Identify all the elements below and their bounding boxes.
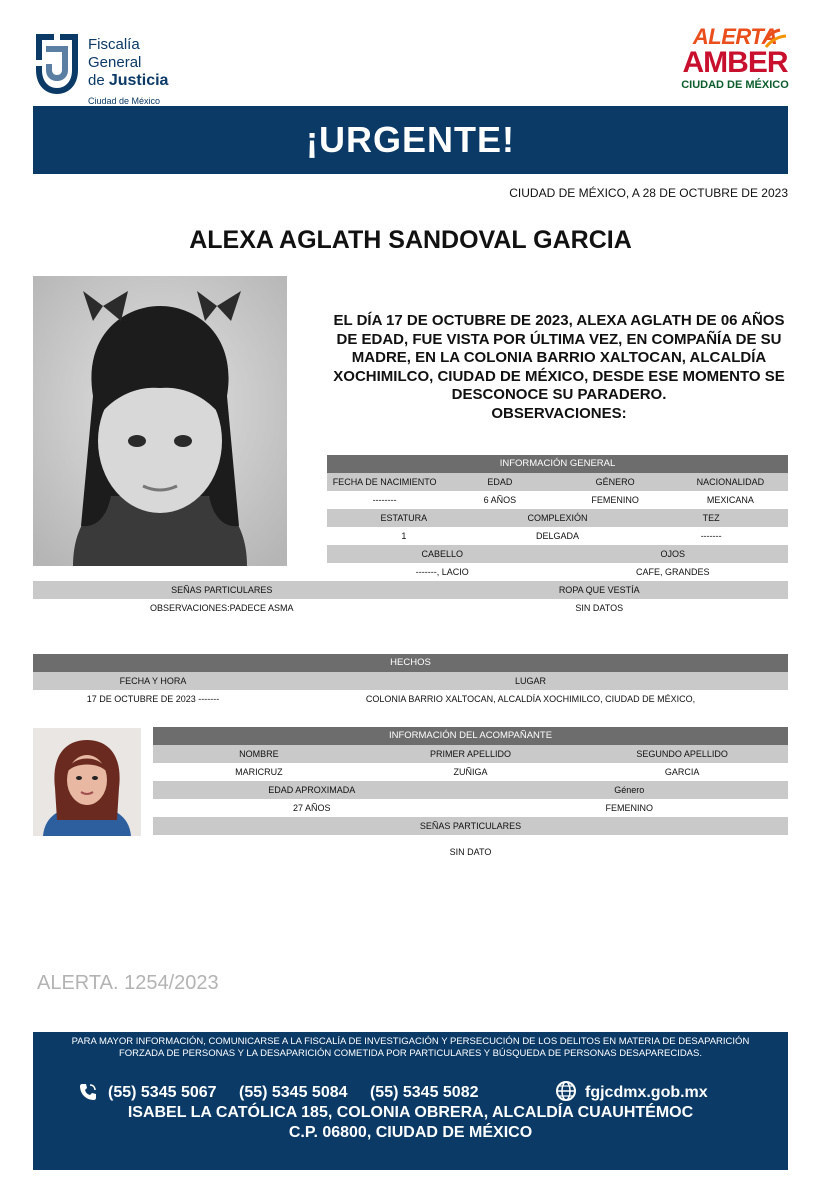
build-value: DELGADA [536, 531, 580, 541]
marks-value: OBSERVACIONES:PADECE ASMA [149, 603, 294, 613]
missing-child-photo [33, 276, 287, 566]
companion-values-2 [153, 799, 788, 817]
fgj-line-3-prefix: de [88, 72, 109, 89]
height-header: ESTATURA [380, 513, 428, 523]
marks-header: SEÑAS PARTICULARES [171, 585, 273, 595]
general-info-table [327, 455, 788, 581]
birthdate-header: FECHA DE NACIMIENTO [332, 477, 437, 487]
gender-header: GÉNERO [595, 477, 635, 487]
footer-website[interactable]: fgjcdmx.gob.mx [585, 1084, 708, 1101]
footer-phones [108, 1084, 497, 1102]
companion-photo [33, 728, 141, 836]
fgj-logo-text [88, 36, 168, 108]
facts-table [33, 654, 788, 708]
companion-values-1 [153, 763, 788, 781]
nationality-header: NACIONALIDAD [696, 477, 765, 487]
general-info-headers-3 [327, 545, 788, 563]
amber-line-3: CIUDAD DE MÉXICO [681, 79, 789, 91]
facts-title: HECHOS [33, 654, 788, 672]
facts-headers [33, 672, 788, 690]
gender-value: FEMENINO [591, 495, 639, 505]
companion-marks-header-row [153, 817, 788, 835]
phone-2[interactable]: (55) 5345 5084 [238, 1084, 348, 1101]
eyes-header: OJOS [660, 549, 685, 559]
age-header: EDAD [487, 477, 513, 487]
hair-value: -------, LACIO [415, 567, 469, 577]
observations-label: OBSERVACIONES: [491, 404, 627, 422]
fgj-logo [32, 30, 172, 106]
companion-marks-header: SEÑAS PARTICULARES [419, 821, 522, 831]
clothing-value: SIN DATOS [575, 603, 624, 613]
companion-marks-value-row [153, 843, 788, 861]
globe-icon [555, 1080, 577, 1102]
fgj-logo-icon [32, 30, 82, 98]
eyes-value: CAFE, GRANDES [635, 567, 710, 577]
complexion-header: TEZ [702, 513, 720, 523]
clothing-header: ROPA QUE VESTÍA [558, 585, 640, 595]
companion-title: INFORMACIÓN DEL ACOMPAÑANTE [153, 727, 788, 745]
description-text: EL DÍA 17 DE OCTUBRE DE 2023, ALEXA AGLATH DE 06 AÑOS DE EDAD, FUE VISTA POR ÚLTIMA VEZ, EN COMPAÑÍA DE SU MADRE, EN LA COLONIA BARRIO XALTOCAN, ALCALDÍA XOCHIMILCO, CIUDAD DE MÉXICO, DESDE ESE MOMENTO SE DESCONOCE SU PARADERO. [333, 312, 785, 403]
description-block [330, 312, 788, 423]
facts-date-value: 17 DE OCTUBRE DE 2023 ------- [86, 694, 220, 704]
fgj-line-4: Ciudad de México [88, 96, 161, 106]
companion-marks-value: SIN DATO [449, 847, 492, 857]
facts-place-header: LUGAR [514, 676, 546, 686]
hair-header: CABELLO [421, 549, 464, 559]
general-info-headers-1 [327, 473, 788, 491]
general-info-values-3 [327, 563, 788, 581]
facts-date-header: FECHA Y HORA [119, 676, 187, 686]
phone-icon [78, 1082, 98, 1102]
amber-alert-logo-icon [680, 26, 790, 102]
companion-headers-2 [153, 781, 788, 799]
general-info-title: INFORMACIÓN GENERAL [327, 455, 788, 473]
phone-1[interactable]: (55) 5345 5067 [108, 1084, 217, 1101]
companion-age-value: 27 AÑOS [292, 803, 331, 813]
complexion-value: ------- [700, 531, 722, 541]
phone-3[interactable]: (55) 5345 5082 [369, 1084, 479, 1101]
amber-line-1: ALERTA [692, 24, 778, 49]
companion-table [153, 727, 788, 861]
general-info-values-2 [327, 527, 788, 545]
urgent-banner: ¡URGENTE! [33, 106, 788, 174]
amber-line-2: AMBER [682, 46, 788, 79]
companion-surname2-header: SEGUNDO APELLIDO [636, 749, 728, 759]
general-info-values-1 [327, 491, 788, 509]
fgj-line-3 [88, 72, 168, 90]
fgj-line-3-bold: Justicia [108, 72, 169, 89]
marks-table [33, 581, 788, 617]
companion-age-header: EDAD APROXIMADA [268, 785, 356, 795]
companion-name-header: NOMBRE [239, 749, 279, 759]
companion-surname1-value: ZUÑIGA [453, 767, 488, 777]
footer [33, 1032, 788, 1170]
birthdate-value: -------- [372, 495, 397, 505]
alert-number: ALERTA. 1254/2023 [37, 972, 219, 994]
companion-gender-header: Género [614, 785, 645, 795]
companion-surname2-value: GARCIA [664, 767, 700, 777]
footer-address-line-2: C.P. 06800, CIUDAD DE MÉXICO [288, 1124, 533, 1141]
build-header: COMPLEXIÓN [527, 513, 588, 523]
facts-place-value: COLONIA BARRIO XALTOCAN, ALCALDÍA XOCHIMILCO, CIUDAD DE MÉXICO, [365, 694, 696, 704]
companion-headers-1 [153, 745, 788, 763]
person-name: ALEXA AGLATH SANDOVAL GARCIA [189, 226, 632, 254]
facts-values [33, 690, 788, 708]
nationality-value: MEXICANA [706, 495, 754, 505]
age-value: 6 AÑOS [483, 495, 517, 505]
fgj-line-1: Fiscalía [88, 36, 140, 53]
companion-name-value: MARICRUZ [235, 767, 283, 777]
footer-address-line-1: ISABEL LA CATÓLICA 185, COLONIA OBRERA, ALCALDÍA CUAUHTÉMOC [127, 1104, 694, 1121]
footer-info: PARA MAYOR INFORMACIÓN, COMUNICARSE A LA FISCALÍA DE INVESTIGACIÓN Y PERSECUCIÓN DE LOS DELITOS EN MATERIA DE DESAPARICIÓN FORZADA DE PERSONAS Y LA DESAPARICIÓN COMETIDA POR PARTICULARES Y BÚSQUEDA DE PERSONAS DESAPARECIDAS. [71, 1036, 750, 1059]
marks-headers [33, 581, 788, 599]
amber-waves-icon [762, 28, 790, 50]
fgj-line-2: General [88, 54, 142, 71]
general-info-headers-2 [327, 509, 788, 527]
marks-values [33, 599, 788, 617]
date-line: CIUDAD DE MÉXICO, A 28 DE OCTUBRE DE 2023 [509, 186, 788, 200]
companion-surname1-header: PRIMER APELLIDO [429, 749, 512, 759]
companion-gender-value: FEMENINO [605, 803, 653, 813]
height-value: 1 [401, 531, 407, 541]
